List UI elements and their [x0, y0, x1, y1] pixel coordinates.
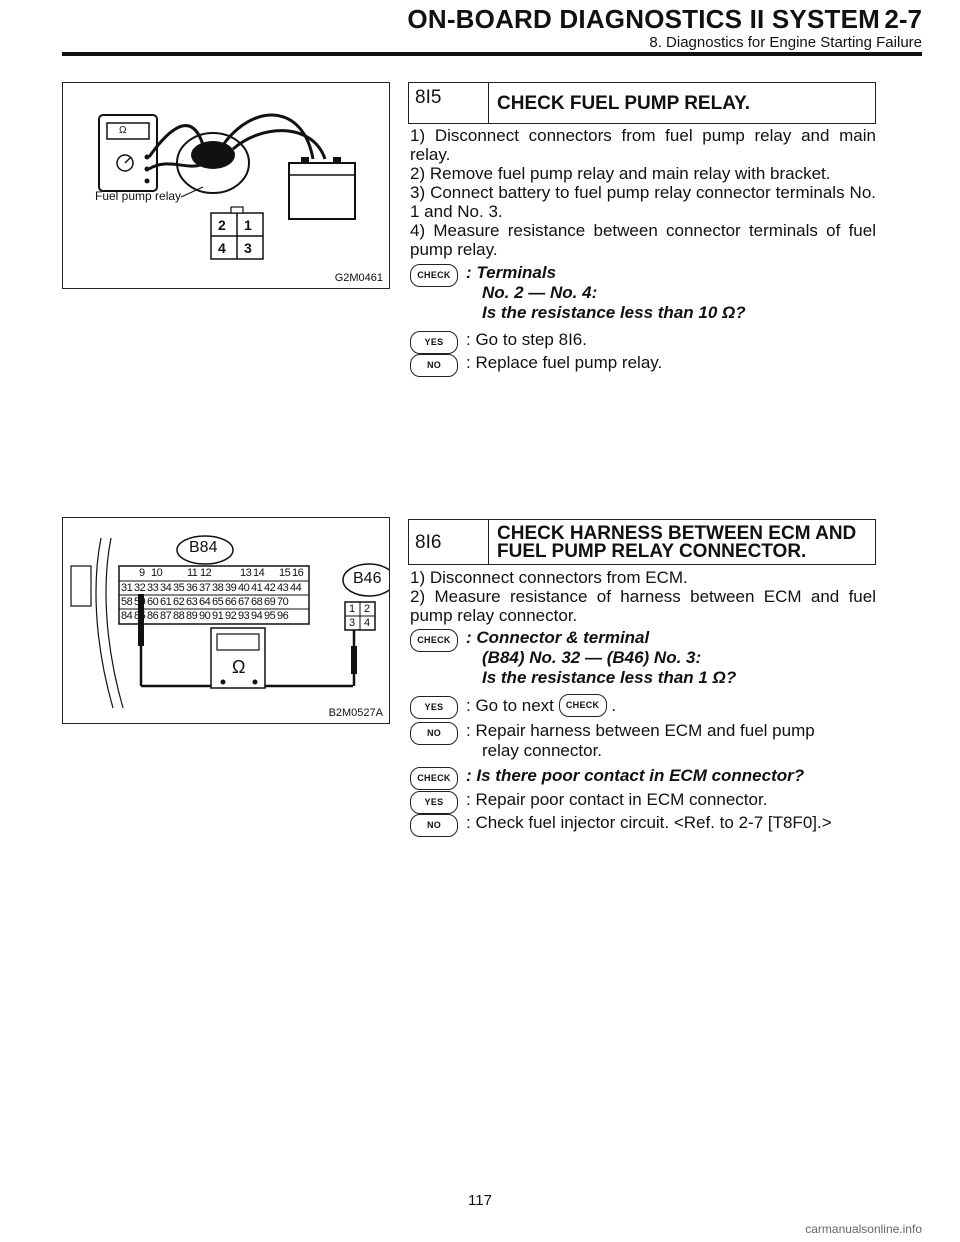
ohm-symbol-meter: Ω [232, 657, 246, 677]
fuel-pump-relay-label: Fuel pump relay [95, 189, 182, 203]
pin: 89 [186, 610, 198, 622]
pin: 34 [160, 582, 172, 594]
step-title-line: CHECK HARNESS BETWEEN ECM AND [497, 523, 857, 544]
connector-b84-label: B84 [189, 539, 218, 556]
yes-answer-text: : Go to next [466, 695, 554, 715]
no-answer-line: relay connector. [482, 741, 603, 760]
yes-answer-end: . [582, 330, 587, 349]
relay-terminal-3: 3 [244, 240, 252, 256]
instruction-line: 3) Connect battery to fuel pump relay connector terminals No. 1 and No. 3. [410, 183, 876, 221]
pin: 94 [251, 610, 263, 622]
ohm-symbol-meter: Ω [119, 125, 127, 136]
header-rule [62, 52, 922, 56]
section-number: 2-7 [884, 4, 922, 34]
pin: 92 [225, 610, 237, 622]
pin: 61 [160, 596, 172, 608]
pin: 88 [173, 610, 185, 622]
check-row [410, 628, 876, 688]
relay-terminal-4: 4 [218, 240, 226, 256]
pin: 84 [121, 610, 133, 622]
b84-pin-row [121, 610, 290, 622]
check-condition-line: (B84) No. 32 — (B46) No. 3: [482, 648, 702, 667]
instruction-line: 1) Disconnect connectors from fuel pump relay and main relay. [410, 126, 876, 164]
b46-pin: 2 [364, 603, 371, 615]
figure-caption: B2M0527A [328, 707, 383, 719]
pin: 32 [134, 582, 146, 594]
pin: 44 [290, 582, 302, 594]
no-badge-icon: NO [410, 814, 458, 837]
no-badge-icon: NO [410, 722, 458, 745]
b84-pin-row [139, 567, 305, 579]
check-question: Is the resistance less than 10 Ω? [482, 303, 746, 322]
pin: 85 [134, 610, 146, 622]
pin: 91 [212, 610, 224, 622]
page-number: 117 [468, 1192, 492, 1209]
yes-badge-icon: YES [410, 696, 458, 719]
instruction-line: 1) Disconnect connectors from ECM. [410, 568, 688, 587]
yes-row [410, 790, 876, 810]
page-header-title: ON-BOARD DIAGNOSTICS II SYSTEM [407, 4, 880, 34]
b84-pin-row [121, 596, 290, 608]
page-header-subtitle: 8. Diagnostics for Engine Starting Failure [649, 34, 922, 51]
step-instructions [410, 568, 876, 625]
pin: 64 [199, 596, 211, 608]
watermark: carmanualsonline.info [805, 1222, 922, 1236]
pin: 31 [121, 582, 133, 594]
step-header-8i6 [408, 519, 876, 565]
b46-pin: 4 [364, 617, 371, 629]
check-row [410, 766, 876, 786]
yes-answer: : Repair poor contact in ECM connector. [466, 790, 768, 809]
pin: 90 [199, 610, 211, 622]
figure-ecm-harness [62, 517, 390, 724]
pin: 38 [212, 582, 224, 594]
step-header-8i5 [408, 82, 876, 124]
check-condition-line: No. 2 — No. 4: [482, 283, 598, 302]
pin: 40 [238, 582, 250, 594]
step-instructions [410, 126, 876, 259]
pin: 10 [151, 567, 163, 579]
no-answer-line: : Repair harness between ECM and fuel pump [466, 721, 815, 740]
step-title: CHECK FUEL PUMP RELAY. [497, 93, 751, 114]
yes-badge-icon: YES [410, 791, 458, 814]
pin: 63 [186, 596, 198, 608]
fuel-pump-relay-diagram [63, 83, 389, 288]
pin: 58 [121, 596, 133, 608]
yes-row [410, 330, 876, 350]
no-row [410, 353, 876, 373]
figure-caption: G2M0461 [334, 272, 383, 284]
yes-badge-icon: YES [410, 331, 458, 354]
pin: 95 [264, 610, 276, 622]
pin: 42 [264, 582, 276, 594]
pin: 14 [253, 567, 265, 579]
pin: 96 [277, 610, 289, 622]
check-badge-icon: CHECK [410, 767, 458, 790]
pin: 13 [240, 567, 252, 579]
relay-terminal-1: 1 [244, 217, 252, 233]
pin: 35 [173, 582, 185, 594]
pin: 43 [277, 582, 289, 594]
pin: 59 [134, 596, 146, 608]
pin: 68 [251, 596, 263, 608]
pin: 36 [186, 582, 198, 594]
pin: 9 [139, 567, 145, 579]
no-badge-icon: NO [410, 354, 458, 377]
step-title-line: FUEL PUMP RELAY CONNECTOR. [497, 541, 807, 562]
pin: 37 [199, 582, 211, 594]
pin: 93 [238, 610, 250, 622]
b84-pin-row [121, 582, 303, 594]
pin: 66 [225, 596, 237, 608]
pin: 86 [147, 610, 159, 622]
check-badge-icon: CHECK [410, 629, 458, 652]
no-answer: : Replace fuel pump relay. [466, 353, 663, 372]
instruction-line: 2) Remove fuel pump relay and main relay with bracket. [410, 164, 831, 183]
pin: 41 [251, 582, 263, 594]
no-answer: : Check fuel injector circuit. <Ref. to 2-7 [T8F0].> [466, 813, 832, 832]
pin: 65 [212, 596, 224, 608]
check-condition-line: : Connector & terminal [466, 628, 650, 647]
yes-answer [466, 330, 587, 349]
yes-answer-text: : Go to step [466, 330, 559, 349]
pin: 39 [225, 582, 237, 594]
step-number: 8I5 [409, 83, 489, 123]
check-question: : Is there poor contact in ECM connector? [466, 766, 805, 785]
check-condition-line: : Terminals [466, 263, 557, 282]
pin: 69 [264, 596, 276, 608]
pin: 62 [173, 596, 185, 608]
pin: 16 [292, 567, 304, 579]
relay-terminal-2: 2 [218, 217, 226, 233]
check-question: Is the resistance less than 1 Ω? [482, 668, 737, 687]
yes-row [410, 695, 876, 715]
check-row [410, 263, 876, 323]
pin: 67 [238, 596, 250, 608]
figure-fuel-pump-relay [62, 82, 390, 289]
instruction-line: 2) Measure resistance of harness between ECM and fuel pump relay connector. [410, 587, 876, 625]
check-badge-icon: CHECK [559, 694, 607, 717]
pin: 11 [187, 567, 198, 579]
b46-pin: 3 [349, 617, 356, 629]
pin: 70 [277, 596, 289, 608]
yes-answer [466, 695, 616, 718]
yes-answer-end: . [611, 695, 617, 715]
b46-pin: 1 [349, 603, 356, 615]
no-row [410, 813, 876, 833]
no-row [410, 721, 876, 761]
pin: 15 [279, 567, 291, 579]
step-link[interactable]: 8I6 [558, 330, 583, 349]
pin: 33 [147, 582, 159, 594]
check-badge-icon: CHECK [410, 264, 458, 287]
pin: 87 [160, 610, 172, 622]
pin: 12 [200, 567, 212, 579]
step-number: 8I6 [409, 520, 489, 564]
instruction-line: 4) Measure resistance between connector terminals of fuel pump relay. [410, 221, 876, 259]
connector-b46-label: B46 [353, 570, 382, 587]
pin: 60 [147, 596, 159, 608]
